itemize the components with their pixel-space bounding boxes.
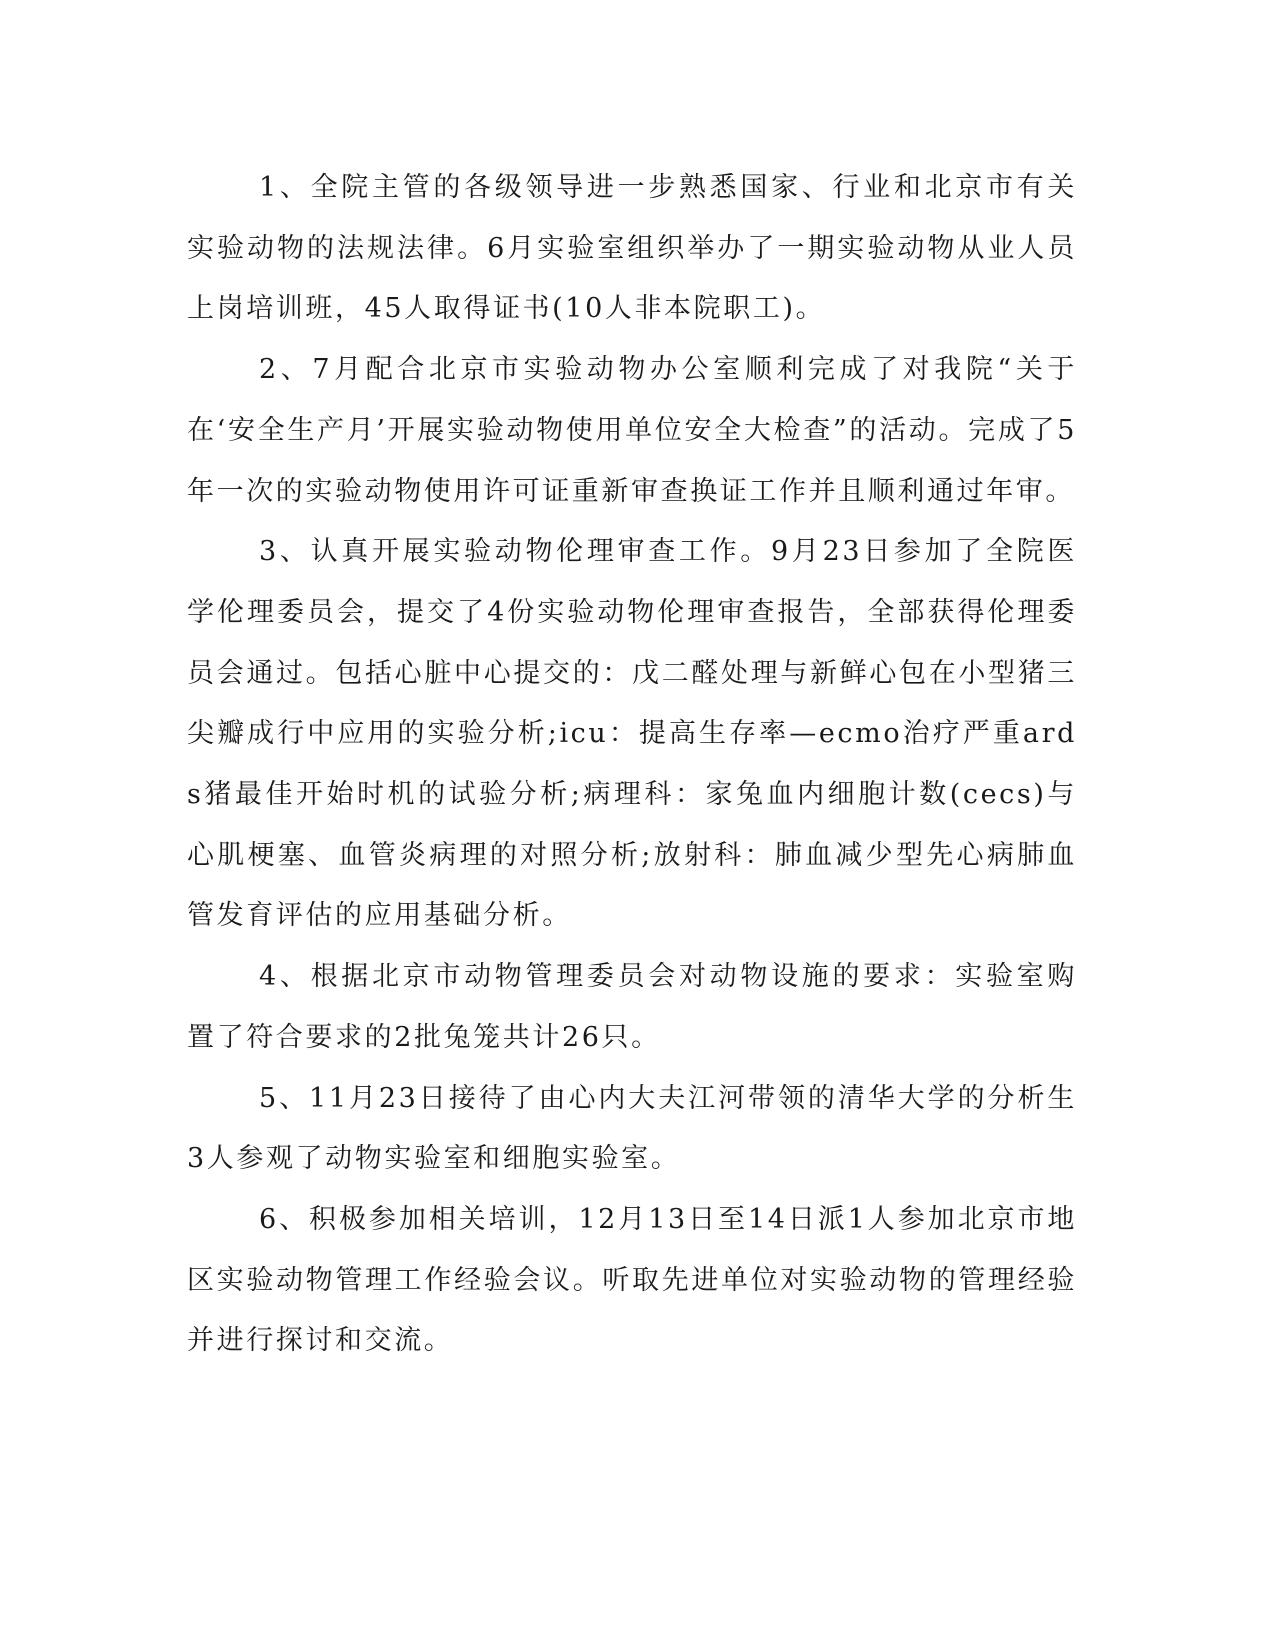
paragraph-item-1: 1、全院主管的各级领导进一步熟悉国家、行业和北京市有关实验动物的法规法律。6月实验室组织举办了一期实验动物从业人员上岗培训班，45人取得证书(10人非本院职工)。 (187, 172, 1077, 325)
paragraph-item-3: 3、认真开展实验动物伦理审查工作。9月23日参加了全院医学伦理委员会，提交了4份实验动物伦理审查报告，全部获得伦理委员会通过。包括心脏中心提交的：戊二醛处理与新鲜心包在小型猪三尖瓣成行中应用的实验分析;icu：提高生存率—ecmo治疗严重ards猪最佳开始时机的试验分析;病理科：家兔血内细胞计数(cecs)与心肌梗塞、血管炎病理的对照分析;放射科：肺血减少型先心病肺血管发育评估的应用基础分析。 (187, 536, 1077, 932)
paragraph-item-5: 5、11月23日接待了由心内大夫江河带领的清华大学的分析生3人参观了动物实验室和细胞实验室。 (187, 1082, 1077, 1175)
paragraph-item-6: 6、积极参加相关培训，12月13日至14日派1人参加北京市地区实验动物管理工作经验会议。听取先进单位对实验动物的管理经验并进行探讨和交流。 (187, 1203, 1077, 1357)
document-body (187, 158, 1077, 1372)
paragraph-item-4: 4、根据北京市动物管理委员会对动物设施的要求：实验室购置了符合要求的2批兔笼共计26只。 (187, 961, 1077, 1053)
paragraph-item-2: 2、7月配合北京市实验动物办公室顺利完成了对我院“关于在‘安全生产月’开展实验动物使用单位安全大检查”的活动。完成了5年一次的实验动物使用许可证重新审查换证工作并且顺利通过年审。 (187, 354, 1077, 507)
